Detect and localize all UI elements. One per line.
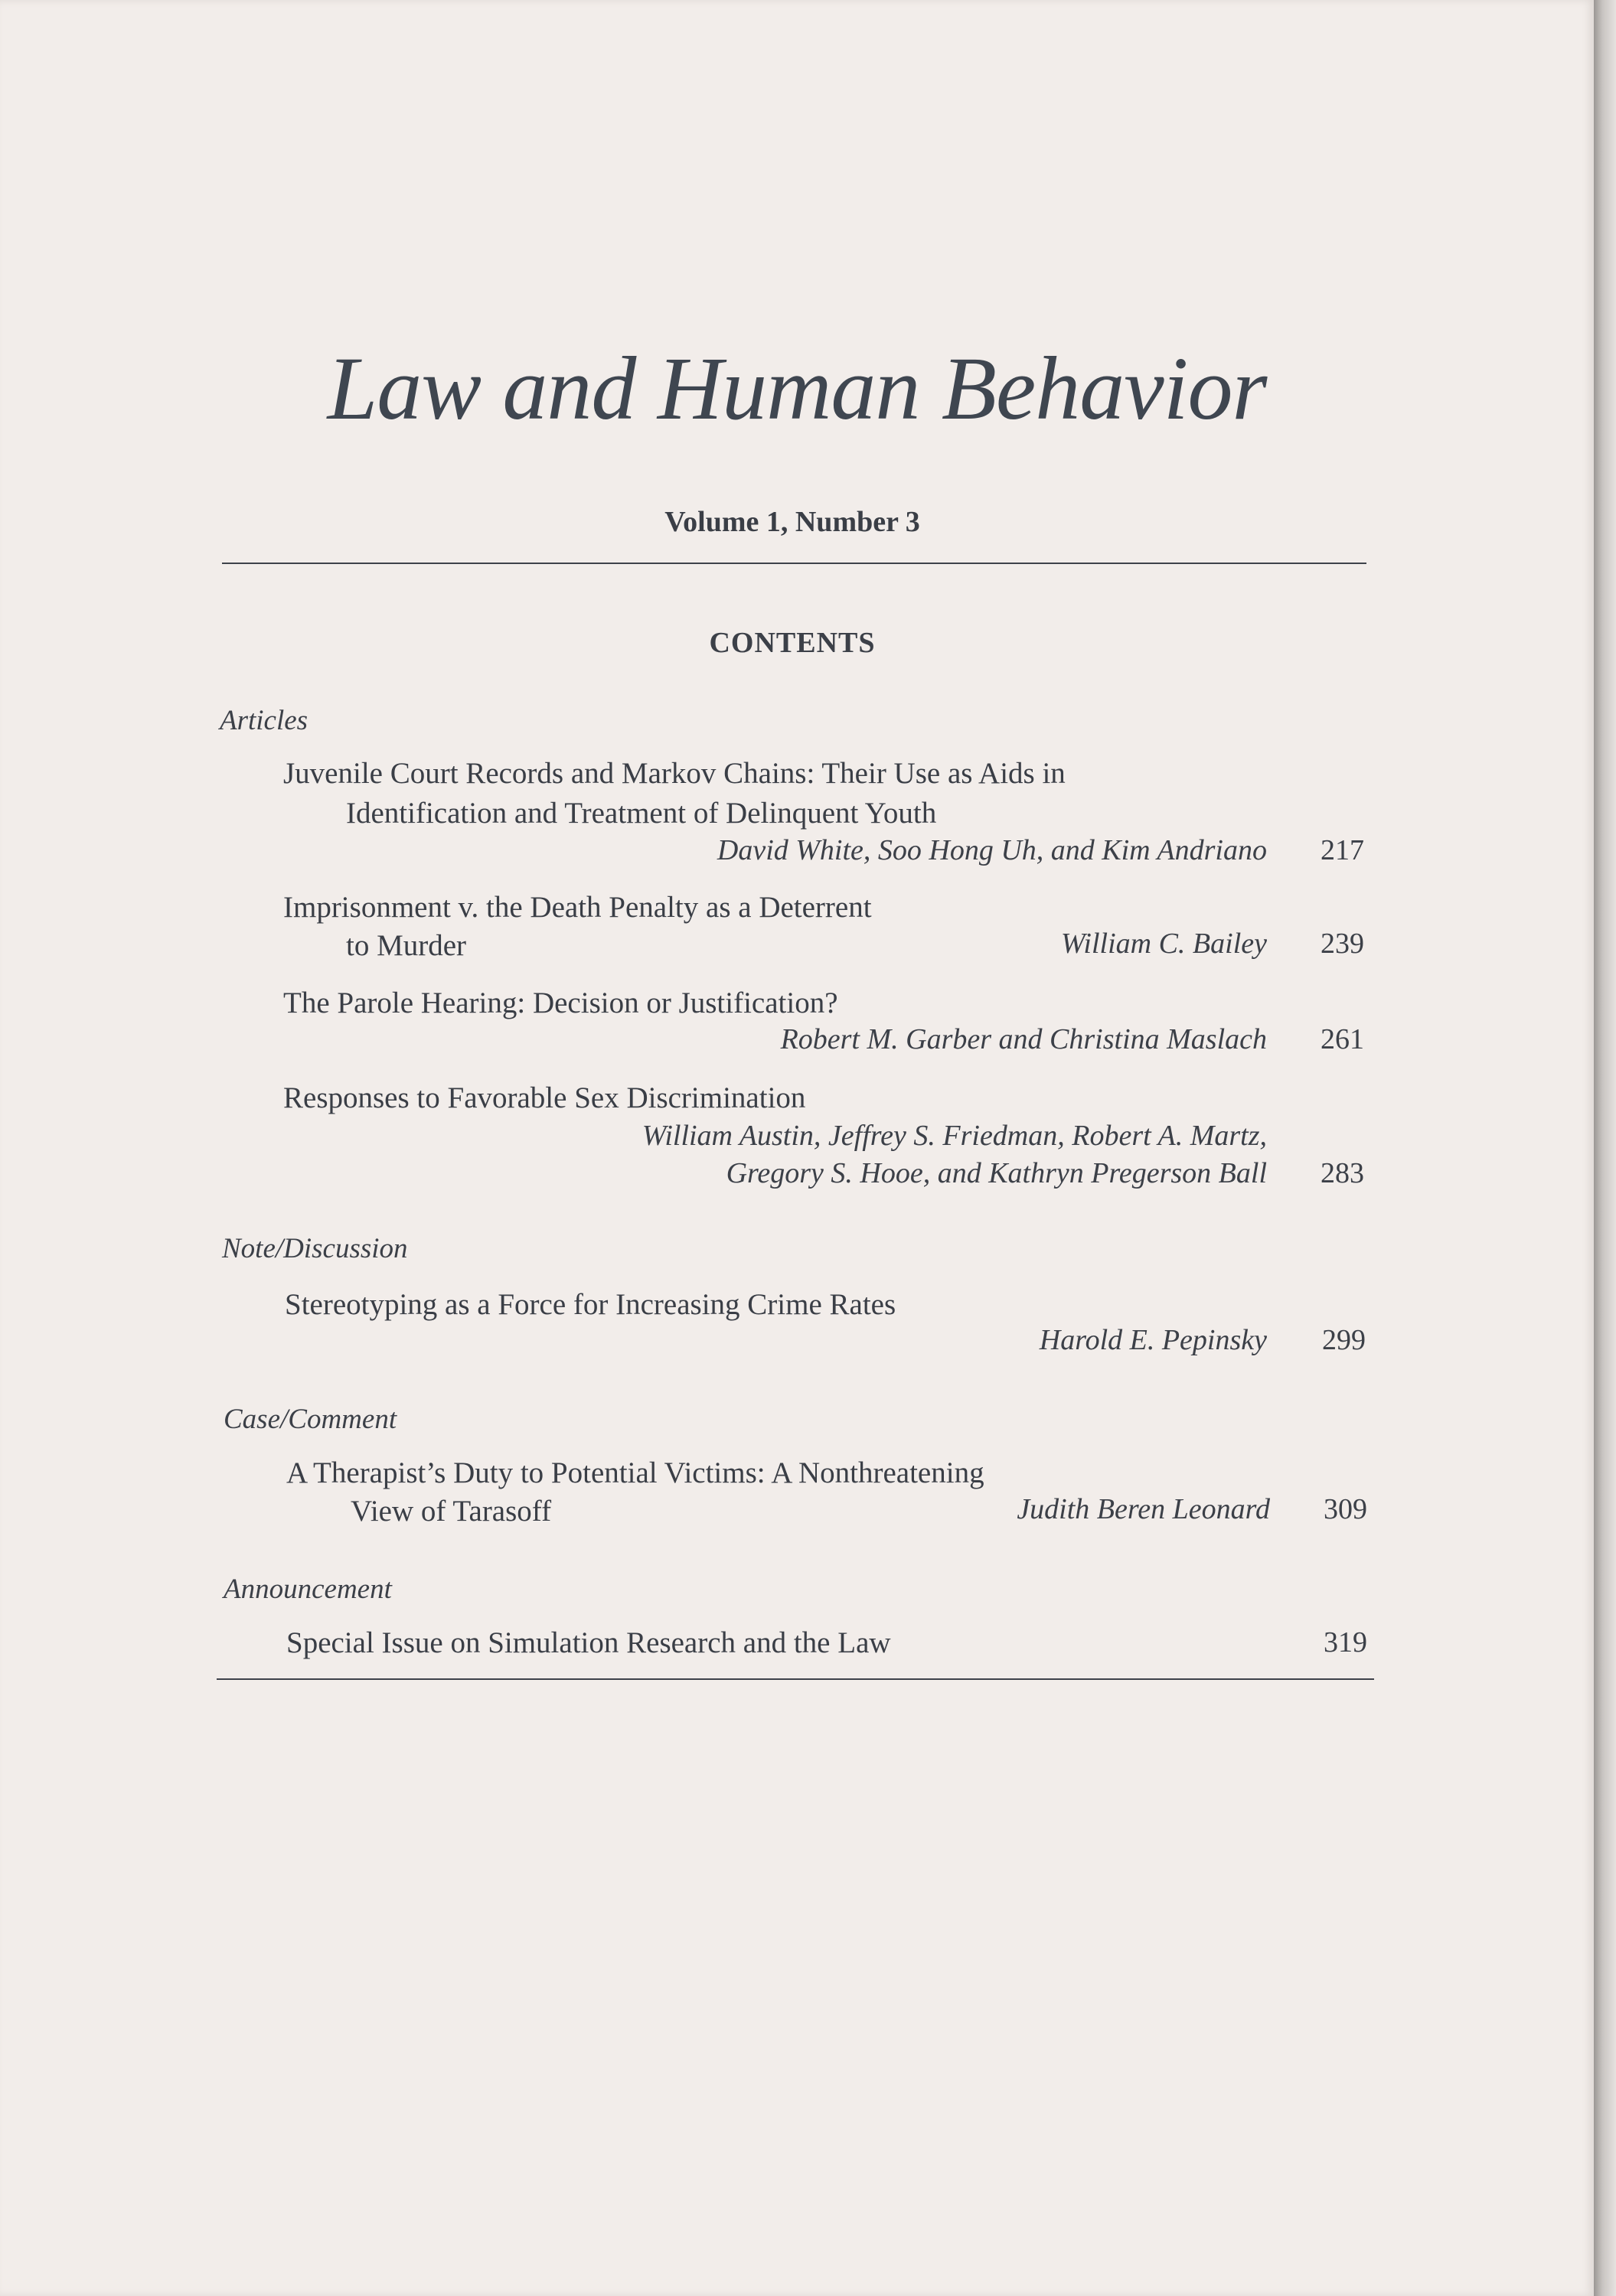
- entry-title-line: Responses to Favorable Sex Discrimination: [283, 1081, 806, 1114]
- entry-page-number: 217: [1321, 834, 1364, 866]
- entry-title-line: The Parole Hearing: Decision or Justification?: [283, 987, 838, 1019]
- entry-authors: Judith Beren Leonard: [1017, 1493, 1270, 1525]
- entry-authors: William C. Bailey: [1060, 928, 1267, 960]
- entry-title-line: Imprisonment v. the Death Penalty as a Deterrent: [283, 891, 872, 924]
- entry-page-number: 299: [1322, 1324, 1366, 1356]
- contents-heading: CONTENTS: [709, 627, 876, 659]
- entry-authors: Robert M. Garber and Christina Maslach: [780, 1023, 1267, 1055]
- entry-title-line: Special Issue on Simulation Research and the Law: [286, 1626, 891, 1659]
- entry-authors: William Austin, Jeffrey S. Friedman, Robert A. Martz,: [642, 1120, 1267, 1152]
- section-heading-case-comment: Case/Comment: [224, 1404, 397, 1435]
- entry-page-number: 239: [1321, 928, 1364, 960]
- entry-page-number: 309: [1324, 1493, 1367, 1525]
- entry-page-number: 283: [1321, 1157, 1364, 1189]
- entry-title-line: to Murder: [346, 929, 467, 962]
- entry-authors: Harold E. Pepinsky: [1039, 1324, 1267, 1356]
- volume-number: Volume 1, Number 3: [664, 506, 920, 538]
- entry-title-line: Identification and Treatment of Delinquent Youth: [346, 797, 937, 830]
- entry-title-line: A Therapist’s Duty to Potential Victims: A Nonthreatening: [286, 1456, 984, 1489]
- entry-title-line: View of Tarasoff: [351, 1495, 552, 1528]
- entry-title-line: Stereotyping as a Force for Increasing Crime Rates: [285, 1288, 896, 1321]
- section-heading-announcement: Announcement: [224, 1574, 392, 1605]
- section-heading-articles: Articles: [220, 705, 309, 736]
- top-rule: [222, 563, 1366, 564]
- bottom-rule: [217, 1678, 1374, 1680]
- page-edge-shadow: [1594, 0, 1616, 2296]
- entry-title-line: Juvenile Court Records and Markov Chains: Their Use as Aids in: [283, 757, 1066, 790]
- entry-authors: Gregory S. Hooe, and Kathryn Pregerson Ball: [726, 1157, 1267, 1189]
- entry-page-number: 319: [1324, 1626, 1367, 1658]
- section-heading-note-discussion: Note/Discussion: [222, 1233, 408, 1264]
- entry-page-number: 261: [1321, 1023, 1364, 1055]
- journal-title: Law and Human Behavior: [327, 338, 1267, 439]
- entry-authors: David White, Soo Hong Uh, and Kim Andriano: [717, 834, 1267, 866]
